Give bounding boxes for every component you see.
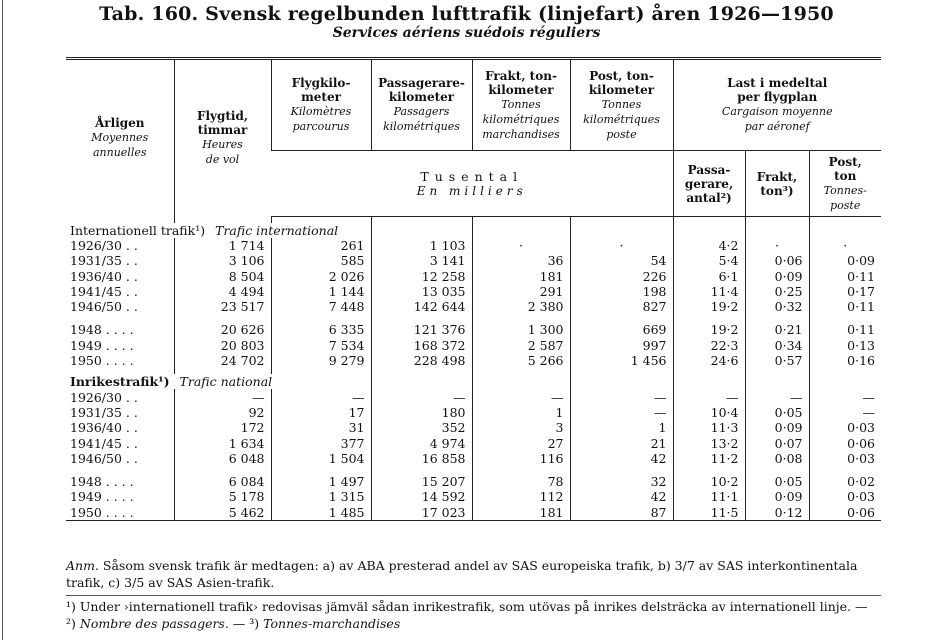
table-cell: —: [570, 405, 673, 420]
table-row: [66, 284, 881, 299]
table-cell: 3: [472, 420, 570, 435]
header-average-load: Last i medeltal per flygplan Cargaison moyenne par aéronef: [673, 59, 881, 151]
table-cell: 180: [371, 405, 472, 420]
statistics-table: [66, 57, 881, 523]
header-freight-tkm: Frakt, ton- kilometer Tonnes kilométriques marchandises: [472, 59, 570, 151]
table-cell: 6 084: [174, 474, 271, 489]
header-period: Årligen Moyennes annuelles: [66, 59, 174, 217]
table-cell: 11·5: [673, 505, 745, 521]
table-cell: 198: [570, 284, 673, 299]
footnote-divider: [66, 595, 881, 596]
table-cell: 0·09: [809, 253, 881, 268]
table-cell: —: [271, 389, 371, 404]
table-cell: 7 448: [271, 299, 371, 314]
table-cell: 352: [371, 420, 472, 435]
table-cell: 0·07: [745, 435, 809, 450]
table-cell: 36: [472, 253, 570, 268]
table-row: [66, 253, 881, 268]
table-body: [66, 217, 881, 521]
table-row: [66, 405, 881, 420]
table-cell: 87: [570, 505, 673, 521]
table-cell: 0·03: [809, 489, 881, 504]
table-cell: 0·03: [809, 451, 881, 466]
table-cell: 1: [472, 405, 570, 420]
table-cell: —: [745, 389, 809, 404]
table-cell: 2 026: [271, 268, 371, 283]
table-row: [66, 299, 881, 314]
table-cell: 13·2: [673, 435, 745, 450]
table-cell: 585: [271, 253, 371, 268]
section-heading-row: [66, 223, 881, 238]
table-cell: ·: [745, 238, 809, 253]
table-row: [66, 451, 881, 466]
table-row: [66, 505, 881, 521]
annotation-note: Anm. Såsom svensk trafik är medtagen: a) av ABA presterad andel av SAS europeiska trafik, b) 3/7 av SAS interkontinentala trafik, c) 3/5 av SAS Asien-trafik.: [66, 558, 858, 590]
table-cell: —: [472, 389, 570, 404]
table-cell: 261: [271, 238, 371, 253]
table-row: [66, 338, 881, 353]
table-cell: 291: [472, 284, 570, 299]
table-cell: 19·2: [673, 299, 745, 314]
table-cell: 1 144: [271, 284, 371, 299]
table-row: [66, 435, 881, 450]
table-cell: 1 497: [271, 474, 371, 489]
table-cell: 0·25: [745, 284, 809, 299]
row-label: 1941/45 . .: [70, 283, 138, 299]
table-cell: —: [673, 389, 745, 404]
row-label: 1926/30 . .: [70, 237, 138, 253]
table-cell: 172: [174, 420, 271, 435]
table-cell: 116: [472, 451, 570, 466]
section-heading-fr: Trafic national: [179, 374, 273, 390]
section-heading: [66, 374, 371, 389]
separator-row: [66, 314, 881, 322]
row-label: 1949 . . . .: [70, 337, 134, 353]
table-title: Tab. 160. Svensk regelbunden lufttrafik (linjefart) åren 1926—1950: [99, 3, 834, 25]
table-row: [66, 238, 881, 253]
table-cell: 13 035: [371, 284, 472, 299]
table-row: [66, 322, 881, 337]
row-label: 1948 . . . .: [70, 322, 134, 338]
table-cell: 0·03: [809, 420, 881, 435]
table-cell: 4·2: [673, 238, 745, 253]
table-cell: 23 517: [174, 299, 271, 314]
table-cell: 6 335: [271, 322, 371, 337]
row-label: 1936/40 . .: [70, 268, 138, 284]
row-label: 1950 . . . .: [70, 504, 134, 520]
table-cell: 5 266: [472, 353, 570, 368]
table-cell: 3 106: [174, 253, 271, 268]
section-heading-fr: Trafic international: [215, 222, 339, 238]
header-flight-hours: Flygtid, timmar Heures de vol: [174, 59, 271, 217]
table-cell: 14 592: [371, 489, 472, 504]
table-cell: 11·1: [673, 489, 745, 504]
table-cell: 3 141: [371, 253, 472, 268]
table-cell: 0·08: [745, 451, 809, 466]
table-cell: 0·57: [745, 353, 809, 368]
table-cell: 0·02: [809, 474, 881, 489]
table-cell: 11·3: [673, 420, 745, 435]
table-cell: 7 534: [271, 338, 371, 353]
table-row: [66, 353, 881, 368]
table-cell: 16 858: [371, 451, 472, 466]
table-cell: —: [809, 389, 881, 404]
table-row: [66, 389, 881, 404]
table-cell: 6 048: [174, 451, 271, 466]
table-cell: 0·09: [745, 489, 809, 504]
header-mail-tkm: Post, ton- kilometer Tonnes kilométriques poste: [570, 59, 673, 151]
table-cell: 121 376: [371, 322, 472, 337]
table-cell: 181: [472, 505, 570, 521]
table-row: [66, 474, 881, 489]
separator-row: [66, 466, 881, 474]
table-cell: 42: [570, 451, 673, 466]
footnotes: ¹) Under ›internationell trafik› redovisas jämväl sådan inrikestrafik, som utövas på inrikes delsträcka av internationell linje. — ²) Nombre des passagers. — ³) Tonnes-marchandises: [66, 599, 868, 631]
row-label: 1949 . . . .: [70, 489, 134, 505]
table-cell: 11·2: [673, 451, 745, 466]
table-cell: —: [371, 389, 472, 404]
table-cell: 0·13: [809, 338, 881, 353]
row-label: 1931/35 . .: [70, 253, 138, 269]
table-subtitle: Services aériens suédois réguliers: [332, 25, 601, 41]
table-cell: 0·11: [809, 299, 881, 314]
table-cell: 19·2: [673, 322, 745, 337]
table-cell: 31: [271, 420, 371, 435]
table-cell: 1 300: [472, 322, 570, 337]
table-cell: 377: [271, 435, 371, 450]
header-passenger-km: Passagerare- kilometer Passagers kilométriques: [371, 59, 472, 151]
table-cell: —: [174, 389, 271, 404]
table-cell: 20 626: [174, 322, 271, 337]
table-cell: 1 504: [271, 451, 371, 466]
table-cell: 0·06: [745, 253, 809, 268]
table-cell: 181: [472, 268, 570, 283]
table-cell: 142 644: [371, 299, 472, 314]
table-cell: 5·4: [673, 253, 745, 268]
table-cell: 1 103: [371, 238, 472, 253]
table-cell: 6·1: [673, 268, 745, 283]
table-cell: 10·2: [673, 474, 745, 489]
table-cell: —: [570, 389, 673, 404]
table-cell: —: [809, 405, 881, 420]
table-cell: 1 485: [271, 505, 371, 521]
table-cell: 92: [174, 405, 271, 420]
table-cell: 827: [570, 299, 673, 314]
table-cell: 5 178: [174, 489, 271, 504]
table-cell: 32: [570, 474, 673, 489]
table-cell: 0·06: [809, 505, 881, 521]
table-row: [66, 268, 881, 283]
table-cell: 17 023: [371, 505, 472, 521]
table-cell: 0·32: [745, 299, 809, 314]
table-cell: 10·4: [673, 405, 745, 420]
table-cell: 8 504: [174, 268, 271, 283]
section-heading-sv: Internationell trafik¹): [70, 222, 206, 238]
table-cell: 0·05: [745, 474, 809, 489]
table-cell: 22·3: [673, 338, 745, 353]
table-cell: 54: [570, 253, 673, 268]
page-edge-line: [2, 0, 3, 640]
table-cell: 0·21: [745, 322, 809, 337]
table-cell: 11·4: [673, 284, 745, 299]
table-cell: 27: [472, 435, 570, 450]
header-flight-km: Flygkilo- meter Kilomètres parcourus: [271, 59, 371, 151]
table-cell: 21: [570, 435, 673, 450]
table-cell: 0·16: [809, 353, 881, 368]
table-cell: 5 462: [174, 505, 271, 521]
section-heading: [66, 223, 371, 238]
row-label: 1936/40 . .: [70, 420, 138, 436]
table-cell: 1 315: [271, 489, 371, 504]
table-cell: 669: [570, 322, 673, 337]
table-cell: 1 634: [174, 435, 271, 450]
table-cell: 0·11: [809, 322, 881, 337]
table-cell: 0·12: [745, 505, 809, 521]
table-cell: 112: [472, 489, 570, 504]
table-cell: 0·05: [745, 405, 809, 420]
table-cell: ·: [809, 238, 881, 253]
table-cell: 1 456: [570, 353, 673, 368]
header-freight-ton: Frakt, ton³): [745, 151, 809, 217]
table-cell: 2 587: [472, 338, 570, 353]
row-label: 1946/50 . .: [70, 450, 138, 466]
table-cell: 0·06: [809, 435, 881, 450]
table-cell: 997: [570, 338, 673, 353]
row-label: 1941/45 . .: [70, 435, 138, 451]
table-cell: 0·11: [809, 268, 881, 283]
row-label: 1926/30 . .: [70, 389, 138, 405]
table-cell: 228 498: [371, 353, 472, 368]
table-cell: 4 974: [371, 435, 472, 450]
header-unit-thousands: Tusental En milliers: [271, 151, 673, 217]
table-row: [66, 489, 881, 504]
section-heading-row: [66, 374, 881, 389]
row-label: 1946/50 . .: [70, 299, 138, 315]
table-cell: 2 380: [472, 299, 570, 314]
table-cell: 20 803: [174, 338, 271, 353]
header-passengers: Passa- gerare, antal²): [673, 151, 745, 217]
table-cell: 0·17: [809, 284, 881, 299]
table-cell: 12 258: [371, 268, 472, 283]
table-cell: 24·6: [673, 353, 745, 368]
table-cell: 9 279: [271, 353, 371, 368]
section-heading-sv: Inrikestrafik¹): [70, 374, 170, 390]
table-cell: 4 494: [174, 284, 271, 299]
table-cell: 24 702: [174, 353, 271, 368]
table-cell: 0·34: [745, 338, 809, 353]
table-cell: 1: [570, 420, 673, 435]
table-cell: 0·09: [745, 420, 809, 435]
row-label: 1948 . . . .: [70, 474, 134, 490]
table-cell: 78: [472, 474, 570, 489]
table-cell: 17: [271, 405, 371, 420]
table-cell: 168 372: [371, 338, 472, 353]
table-cell: 1 714: [174, 238, 271, 253]
table-cell: ·: [472, 238, 570, 253]
table-cell: 15 207: [371, 474, 472, 489]
table-cell: 42: [570, 489, 673, 504]
table-row: [66, 420, 881, 435]
header-mail-ton: Post, ton Tonnes- poste: [809, 151, 881, 217]
table-cell: 226: [570, 268, 673, 283]
table-cell: ·: [570, 238, 673, 253]
row-label: 1931/35 . .: [70, 404, 138, 420]
row-label: 1950 . . . .: [70, 353, 134, 369]
table-cell: 0·09: [745, 268, 809, 283]
